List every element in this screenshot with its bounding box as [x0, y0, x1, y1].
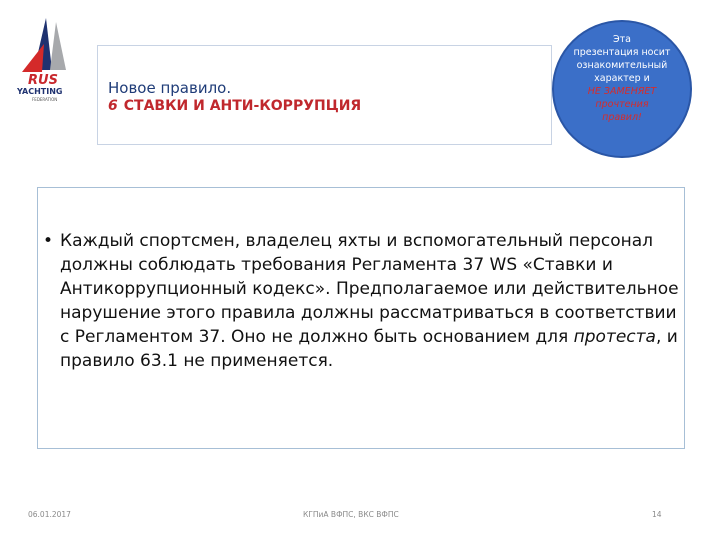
- rule-number: 6: [108, 98, 118, 114]
- logo-text-rus: RUS: [28, 73, 58, 88]
- slide-subtitle: [108, 97, 361, 115]
- bullet-marker: •: [43, 231, 54, 251]
- rule-title: СТАВКИ И АНТИ-КОРРУПЦИЯ: [123, 98, 362, 114]
- notice-line: характер и: [594, 73, 650, 84]
- notice-line: ознакомительный: [576, 60, 668, 71]
- logo-sail-grey: [50, 22, 66, 70]
- notice-line: Эта: [613, 34, 631, 45]
- rule-text: [60, 229, 680, 373]
- page-number: 14: [652, 510, 662, 519]
- logo-text-yachting: YACHTING: [17, 87, 63, 96]
- rus-yachting-federation-logo: [8, 14, 86, 104]
- notice-warning: правил!: [602, 112, 642, 123]
- notice-text: [562, 33, 682, 124]
- rule-text-italic: протеста: [573, 327, 656, 347]
- rule-text-part: Каждый спортсмен, владелец яхты и вспомогательный персонал должны соблюдать требования Регламента 37 WS «Ставки и Антикоррупционный кодекс». Предполагаемое или действительное нарушение этого правила должны рассматриваться в соответствии с Регламентом 37. Оно не должно быть основанием для: [60, 231, 679, 347]
- footer-organization: КГПиА ВФПС, ВКС ВФПС: [303, 510, 399, 519]
- notice-line: презентация носит: [573, 47, 671, 58]
- logo-text-federation: FEDERATION: [32, 97, 58, 102]
- rule-text-part: , и правило 63.1 не применяется.: [60, 327, 678, 371]
- footer-date: 06.01.2017: [28, 510, 71, 519]
- notice-warning: НЕ ЗАМЕНЯЕТ: [587, 86, 657, 97]
- notice-warning: прочтения: [595, 99, 649, 110]
- slide-title: Новое правило.: [108, 79, 232, 97]
- logo-sail-red: [22, 44, 44, 72]
